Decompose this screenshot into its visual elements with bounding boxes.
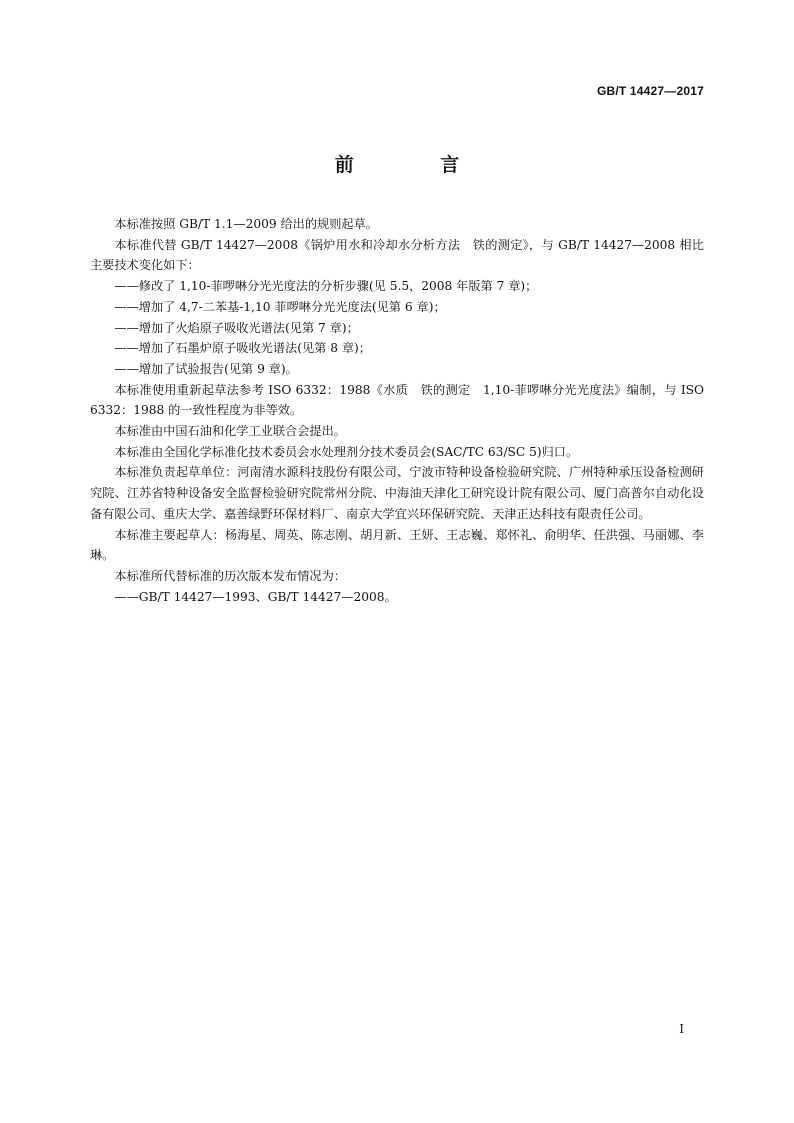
standard-code: GB/T 14427—2017 <box>596 84 704 98</box>
paragraph-proposed-by: 本标准由中国石油和化学工业联合会提出。 <box>114 424 346 439</box>
paragraph-history-intro: 本标准所代替标准的历次版本发布情况为： <box>114 568 346 583</box>
paragraph-replaces: 本标准代替 GB/T 14427—2008《锅炉用水和冷却水分析方法 铁的测定》，与 GB/T 14427—2008 相比主要技术变化如下： <box>90 237 704 273</box>
paragraph-drafting-units: 本标准负责起草单位：河南清水源科技股份有限公司、宁波市特种设备检验研究院、广州特种承压设备检测研究院、江苏省特种设备安全监督检验研究院常州分院、中海油天津化工研究设计院有限公司、厦门高普尔自动化设备有限公司、重庆大学、嘉善绿野环保材料厂、南京大学宜兴环保研究院、天津正达科技有限责任公司。 <box>90 465 704 521</box>
page-title: 前 言 <box>334 154 500 176</box>
change-item: ——增加了 4,7-二苯基-1,10 菲啰啉分光光度法(见第 6 章)； <box>114 299 446 314</box>
paragraph-under-jurisdiction: 本标准由全国化学标准化技术委员会水处理剂分技术委员会(SAC/TC 63/SC 5)归口。 <box>114 444 579 459</box>
paragraph-drafters: 本标准主要起草人：杨海星、周英、陈志刚、胡月新、王妍、王志巍、郑怀礼、俞明华、任洪强、马丽娜、李琳。 <box>90 527 704 563</box>
change-item: ——增加了试验报告(见第 9 章)。 <box>114 361 298 376</box>
foreword-body <box>90 214 704 607</box>
history-item: ——GB/T 14427—1993、GB/T 14427—2008。 <box>114 589 397 604</box>
paragraph-iso-reference: 本标准使用重新起草法参考 ISO 6332：1988《水质 铁的测定 1,10-菲啰啉分光光度法》编制，与 ISO 6332：1988 的一致性程度为非等效。 <box>90 382 704 418</box>
change-item: ——增加了火焰原子吸收光谱法(见第 7 章)； <box>114 320 359 335</box>
change-item: ——增加了石墨炉原子吸收光谱法(见第 8 章)； <box>114 341 371 356</box>
page-number: I <box>679 1022 684 1036</box>
paragraph-drafting-rules: 本标准按照 GB/T 1.1—2009 给出的规则起草。 <box>114 217 378 231</box>
change-item: ——修改了 1,10-菲啰啉分光光度法的分析步骤(见 5.5，2008 年版第 7 章)； <box>114 279 538 294</box>
